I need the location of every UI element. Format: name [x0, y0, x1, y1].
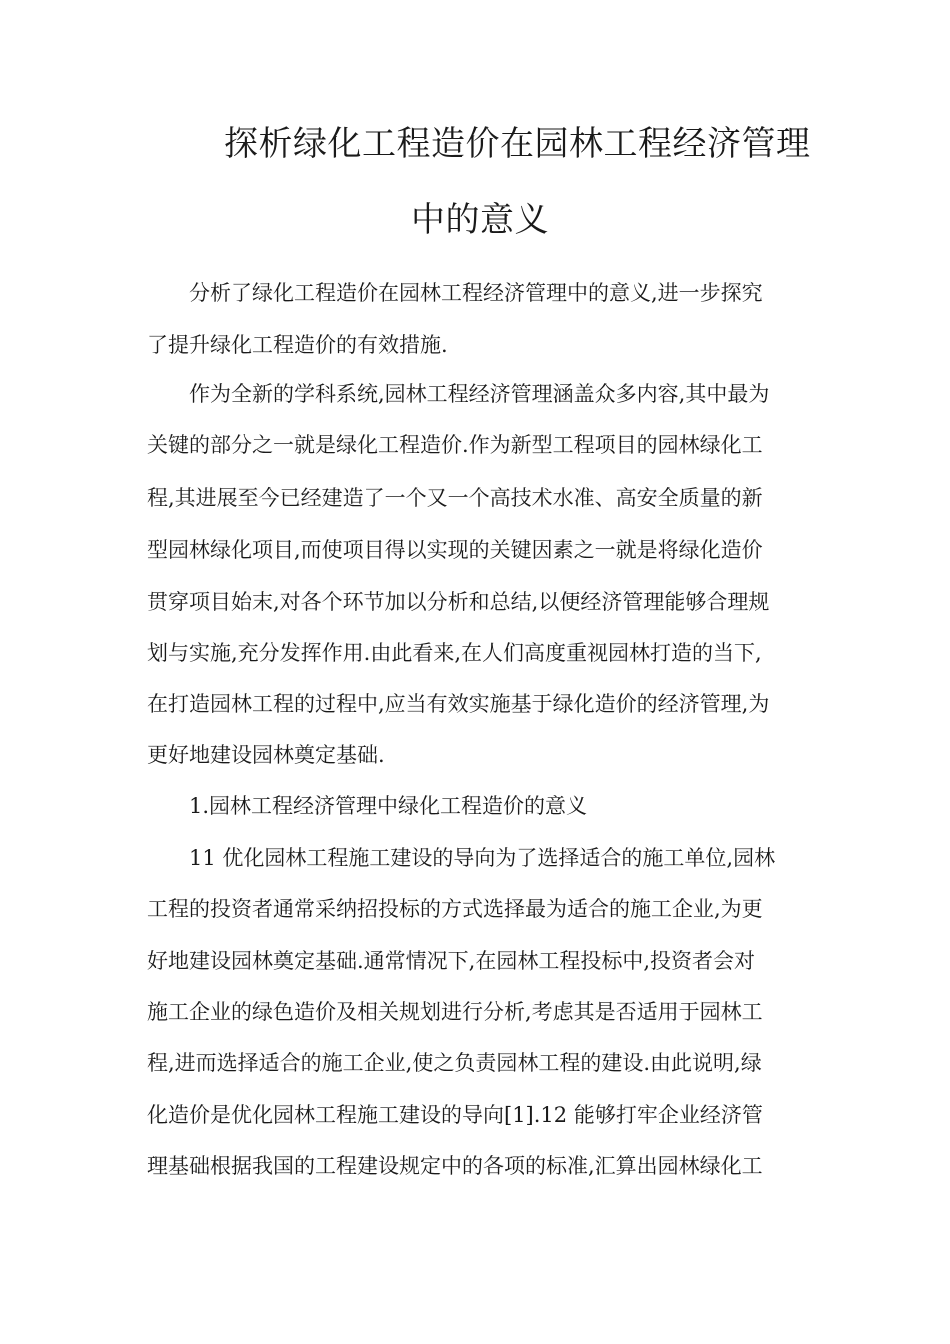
paragraph-line: 11 优化园林工程施工建设的导向为了选择适合的施工单位,园林	[189, 846, 776, 870]
document-title-line-1: 探析绿化工程造价在园林工程经济管理	[224, 124, 811, 164]
section-heading: 1.园林工程经济管理中绿化工程造价的意义	[189, 794, 588, 818]
document-title-line-2: 中的意义	[411, 200, 549, 240]
paragraph-line: 分析了绿化工程造价在园林工程经济管理中的意义,进一步探究	[189, 281, 763, 305]
paragraph-line: 划与实施,充分发挥作用.由此看来,在人们高度重视园林打造的当下,	[147, 641, 762, 665]
paragraph-line: 化造价是优化园林工程施工建设的导向[1].12 能够打牢企业经济管	[147, 1103, 763, 1127]
paragraph-line: 程,进而选择适合的施工企业,使之负责园林工程的建设.由此说明,绿	[147, 1051, 762, 1075]
paragraph-line: 好地建设园林奠定基础.通常情况下,在园林工程投标中,投资者会对	[147, 949, 756, 973]
paragraph-line: 型园林绿化项目,而使项目得以实现的关键因素之一就是将绿化造价	[147, 538, 763, 562]
paragraph-line: 程,其进展至今已经建造了一个又一个高技术水准、高安全质量的新	[147, 486, 763, 510]
paragraph-line: 作为全新的学科系统,园林工程经济管理涵盖众多内容,其中最为	[189, 382, 770, 406]
paragraph-line: 了提升绿化工程造价的有效措施.	[147, 333, 448, 357]
paragraph-line: 工程的投资者通常采纳招投标的方式选择最为适合的施工企业,为更	[147, 897, 763, 921]
paragraph-line: 在打造园林工程的过程中,应当有效实施基于绿化造价的经济管理,为	[147, 692, 770, 716]
paragraph-line: 更好地建设园林奠定基础.	[147, 743, 385, 767]
paragraph-line: 贯穿项目始末,对各个环节加以分析和总结,以便经济管理能够合理规	[147, 590, 770, 614]
paragraph-line: 施工企业的绿色造价及相关规划进行分析,考虑其是否适用于园林工	[147, 1000, 763, 1024]
paragraph-line: 关键的部分之一就是绿化工程造价.作为新型工程项目的园林绿化工	[147, 433, 763, 457]
paragraph-line: 理基础根据我国的工程建设规定中的各项的标准,汇算出园林绿化工	[147, 1154, 763, 1178]
